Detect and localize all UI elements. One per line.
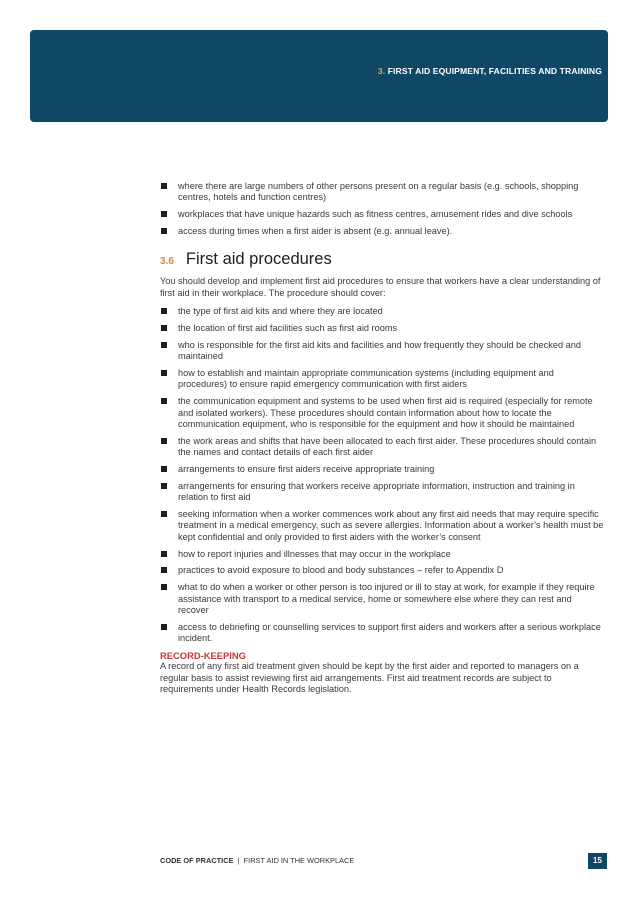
square-bullet-icon bbox=[161, 511, 167, 517]
list-item-text: who is responsible for the first aid kits and facilities and how frequently they should be checked and maintained bbox=[178, 339, 581, 362]
list-item bbox=[160, 181, 604, 204]
intro-bullet-list bbox=[160, 181, 604, 237]
record-keeping-paragraph: A record of any first aid treatment given should be kept by the first aider and reported to managers on a regular basis to assist reviewing first aid arrangements. First aid treatment records are subject to requirements under Health Records legislation. bbox=[160, 661, 579, 695]
square-bullet-icon bbox=[161, 466, 167, 472]
list-item-text: what to do when a worker or other person is too injured or ill to stay at work, for example if they require assistance with transport to a medical service, home or somewhere else where they can rest and recover bbox=[178, 582, 595, 616]
square-bullet-icon bbox=[161, 211, 167, 217]
list-item bbox=[160, 226, 604, 237]
list-item bbox=[160, 340, 604, 363]
record-keeping-heading: RECORD-KEEPING bbox=[160, 650, 246, 662]
section-heading bbox=[160, 250, 604, 269]
header-section-title: FIRST AID EQUIPMENT, FACILITIES AND TRAINING bbox=[387, 66, 602, 76]
list-item bbox=[160, 464, 604, 475]
list-item-text: arrangements for ensuring that workers receive appropriate information, instruction and training in relation to first aid bbox=[178, 480, 575, 503]
square-bullet-icon bbox=[161, 567, 167, 573]
footer-separator: | bbox=[237, 856, 240, 865]
list-item bbox=[160, 509, 604, 543]
list-item-text: the location of first aid facilities such as first aid rooms bbox=[178, 323, 398, 334]
list-item-text: the type of first aid kits and where they are located bbox=[178, 306, 383, 317]
list-item-text: access to debriefing or counselling services to support first aiders and workers after a serious workplace incident. bbox=[178, 621, 601, 644]
list-item bbox=[160, 209, 604, 220]
list-item-text: where there are large numbers of other persons present on a regular basis (e.g. schools, shopping centres, hotels and function centres) bbox=[178, 181, 579, 203]
list-item-text: workplaces that have unique hazards such as fitness centres, amusement rides and dive schools bbox=[178, 209, 573, 220]
square-bullet-icon bbox=[161, 551, 167, 557]
section-number: 3.6 bbox=[160, 256, 174, 268]
list-item bbox=[160, 436, 604, 459]
header-band bbox=[30, 30, 608, 122]
list-item bbox=[160, 368, 604, 391]
page-content bbox=[160, 181, 604, 696]
page-number: 15 bbox=[588, 853, 607, 869]
square-bullet-icon bbox=[161, 325, 167, 331]
list-item bbox=[160, 323, 604, 334]
square-bullet-icon bbox=[161, 370, 167, 376]
square-bullet-icon bbox=[161, 228, 167, 234]
list-item bbox=[160, 622, 604, 645]
square-bullet-icon bbox=[161, 398, 167, 404]
footer-doc-title: FIRST AID IN THE WORKPLACE bbox=[243, 856, 355, 865]
square-bullet-icon bbox=[161, 183, 167, 189]
procedures-bullet-list bbox=[160, 306, 604, 644]
list-item-text: how to report injuries and illnesses that may occur in the workplace bbox=[178, 548, 451, 559]
footer bbox=[160, 856, 354, 865]
square-bullet-icon bbox=[161, 483, 167, 489]
square-bullet-icon bbox=[161, 584, 167, 590]
list-item-text: how to establish and maintain appropriate communication systems (including equipment and procedures) to ensure rapid emergency communication with first aiders bbox=[178, 368, 554, 390]
square-bullet-icon bbox=[161, 438, 167, 444]
section-intro-paragraph: You should develop and implement first aid procedures to ensure that workers have a clear understanding of first aid in their workplace. The procedure should cover: bbox=[160, 276, 601, 298]
list-item bbox=[160, 481, 604, 504]
list-item-text: seeking information when a worker commences work about any first aid needs that may require specific treatment in a medical emergency, such as severe allergies. Information about a worker’s health must be kept confidential and only provided to first aiders with the worker’s consent bbox=[178, 509, 604, 542]
list-item bbox=[160, 565, 604, 576]
square-bullet-icon bbox=[161, 624, 167, 630]
list-item-text: arrangements to ensure first aiders receive appropriate training bbox=[178, 464, 435, 475]
list-item bbox=[160, 549, 604, 560]
list-item bbox=[160, 396, 604, 430]
section-title: First aid procedures bbox=[185, 250, 332, 269]
section-header-title bbox=[378, 66, 602, 76]
list-item-text: the communication equipment and systems to be used when first aid is required (especially for remote and isolated workers). These procedures should contain information about how to locate the communication equipment, who is responsible for the equipment and how it should be maintained bbox=[178, 396, 593, 430]
square-bullet-icon bbox=[161, 308, 167, 314]
footer-doc-label: CODE OF PRACTICE bbox=[160, 856, 234, 865]
header-section-number: 3. bbox=[377, 66, 386, 76]
list-item bbox=[160, 582, 604, 616]
list-item-text: practices to avoid exposure to blood and body substances – refer to Appendix D bbox=[178, 565, 504, 576]
list-item bbox=[160, 306, 604, 317]
list-item-text: access during times when a first aider is absent (e.g. annual leave). bbox=[178, 226, 453, 236]
list-item-text: the work areas and shifts that have been allocated to each first aider. These procedures should contain the names and contact details of each first aider bbox=[178, 435, 597, 458]
square-bullet-icon bbox=[161, 342, 167, 348]
